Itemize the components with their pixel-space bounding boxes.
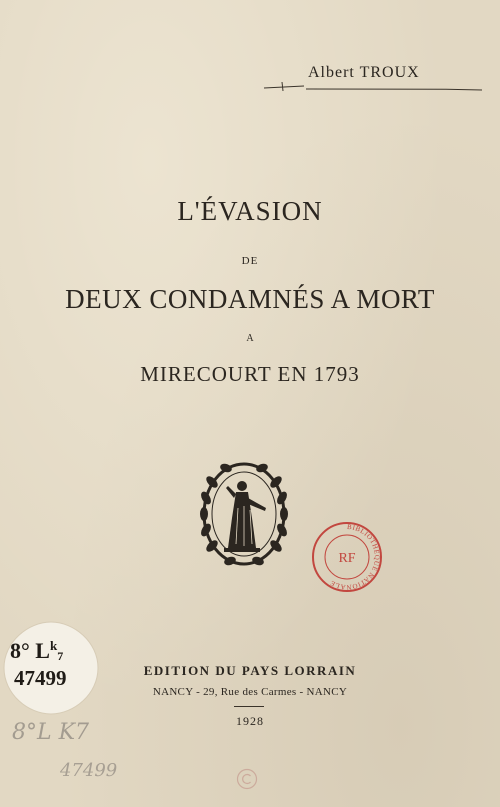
author-name: Albert TROUX (308, 64, 420, 81)
title-line-1: L'ÉVASION (177, 196, 323, 226)
shelf-mark-line-2: 47499 (14, 666, 67, 690)
stamp-center-text: RF (338, 551, 356, 566)
laurel-wreath-icon (196, 458, 292, 570)
shelf-mark-line-1: 8° L (10, 638, 50, 663)
handwritten-shelf-mark (0, 712, 140, 807)
library-stamp-icon (310, 520, 384, 594)
title-line-2: DE (241, 255, 259, 267)
publisher-divider (234, 706, 264, 707)
title-line-3: DEUX CONDAMNÉS A MORT (65, 284, 435, 314)
copyright-icon (236, 768, 258, 790)
stamp-ring-text: BIBLIOTHÈQUE NATIONALE (328, 522, 381, 592)
publication-year: 1928 (236, 714, 264, 728)
publisher-name: EDITION DU PAYS LORRAIN (143, 663, 357, 678)
handwritten-line-1: 8°L K7 (12, 720, 90, 745)
handwritten-line-2: 47499 (60, 760, 118, 781)
shelf-mark-sup: k (49, 638, 58, 653)
shelf-mark-sub: 7 (57, 649, 64, 663)
title-line-4: A (246, 333, 254, 344)
publisher-address: NANCY - 29, Rue des Carmes - NANCY (152, 686, 348, 698)
title-line-5: MIRECOURT EN 1793 (140, 362, 360, 386)
author-underline (306, 88, 482, 91)
handwritten-dash-mark (262, 80, 308, 92)
